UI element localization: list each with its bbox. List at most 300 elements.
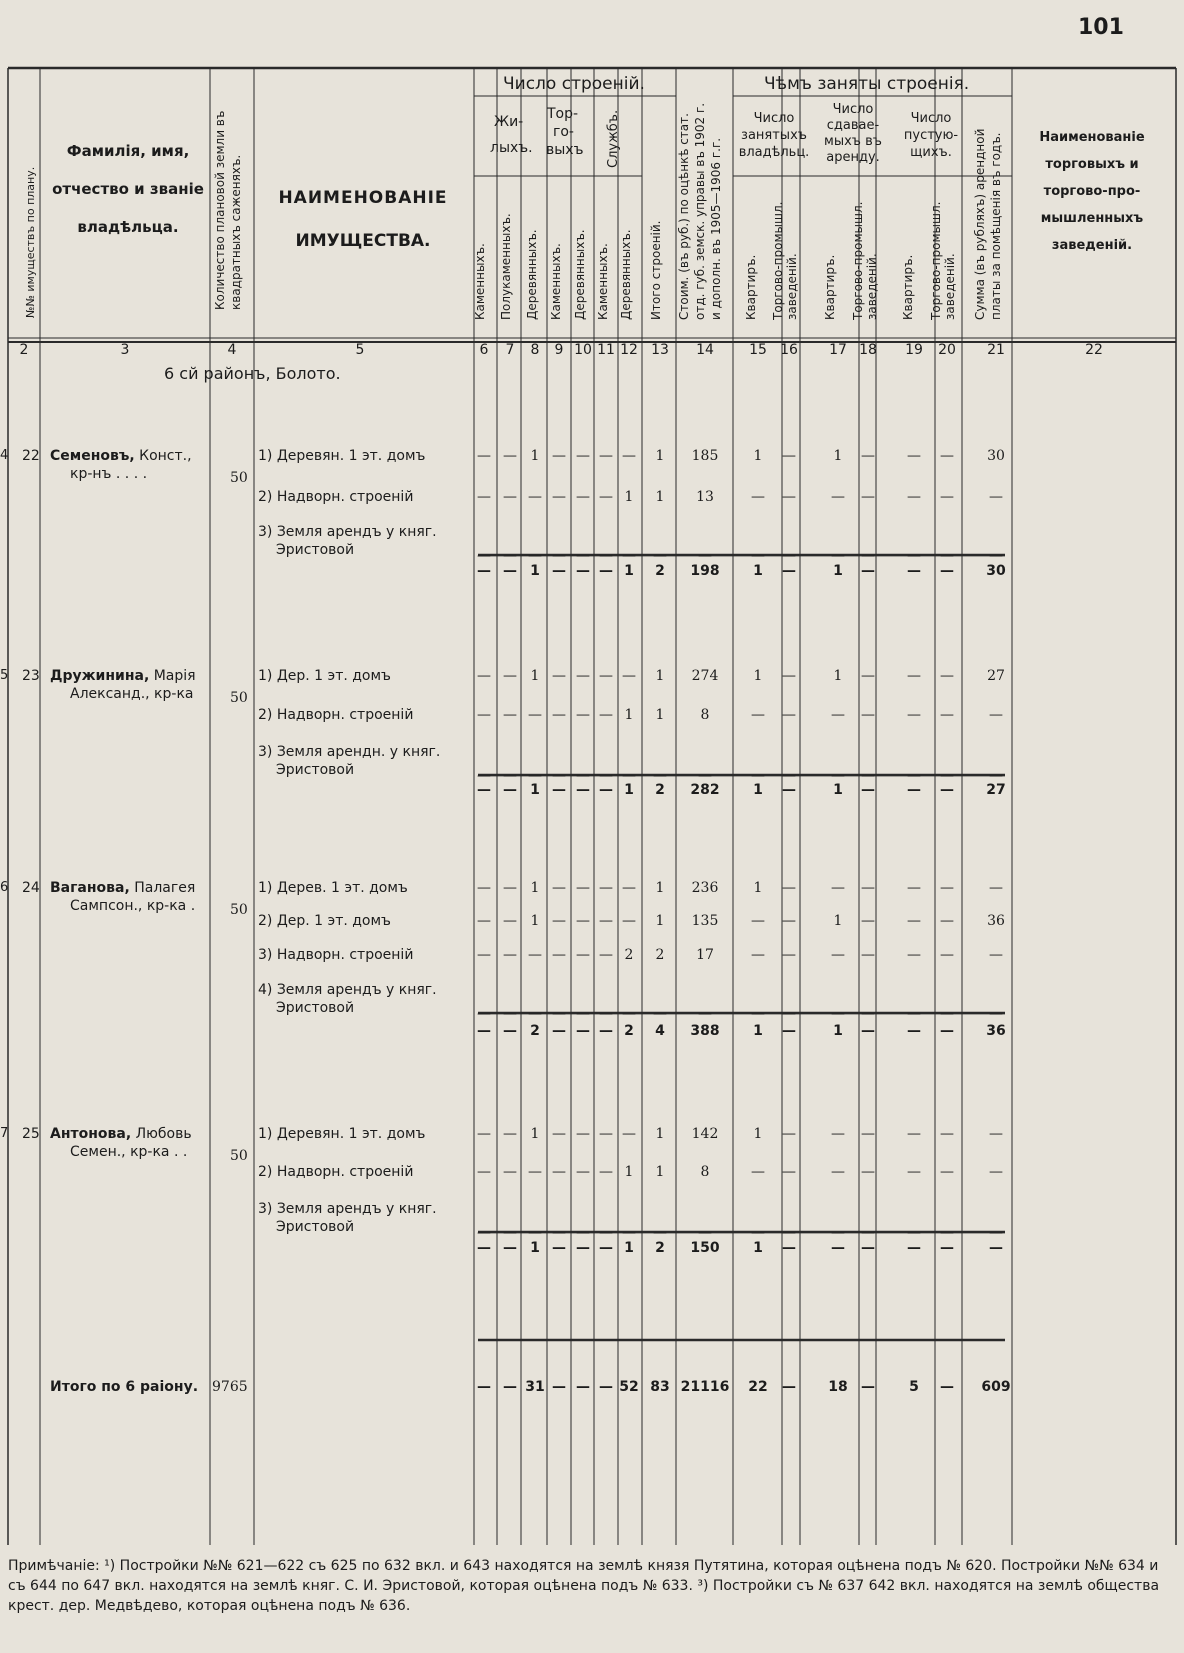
cell-value: 1 [753, 880, 763, 896]
owner-rank: Семен., кр-ка . . [70, 1144, 188, 1160]
owner-surname: Антонова, [50, 1126, 132, 1142]
header-kamen: Каменныхъ. [473, 243, 487, 320]
cell-value: — [782, 448, 796, 464]
header-kvartir: Квартиръ. [901, 254, 915, 320]
owner-given: Палагея [129, 880, 196, 896]
cell-value: — [782, 489, 796, 505]
owner-surname: Ваганова, [50, 880, 130, 896]
cell-value: 274 [691, 668, 719, 684]
cell-value: — [989, 489, 1003, 505]
cell-value: — [989, 947, 1003, 963]
header-trade: Тор- [547, 106, 579, 122]
cell-value: — [477, 880, 491, 896]
cell-value: — [940, 880, 954, 896]
column-number: 5 [355, 342, 365, 358]
cell-value: — [861, 707, 875, 723]
total-value: 1 [753, 1023, 763, 1039]
land-area: 50 [230, 902, 248, 918]
cell-value: — [599, 913, 613, 929]
cell-value: — [907, 548, 921, 564]
cell-value: — [907, 768, 921, 784]
cell-value: — [576, 1006, 590, 1022]
owner-name [50, 668, 196, 684]
header-occupied-group: Чѣмъ заняты строенія. [764, 74, 970, 94]
cell-value: — [782, 707, 796, 723]
cell-value: — [622, 1126, 636, 1142]
cell-value: 13 [696, 489, 714, 505]
cell-value: — [503, 913, 517, 929]
cell-value: — [907, 947, 921, 963]
header-torg: заведеній. [943, 253, 957, 320]
property-item-cont: Эристовой [276, 762, 355, 778]
cell-value: — [477, 548, 491, 564]
total-value: 388 [690, 1023, 720, 1039]
property-item: 2) Дер. 1 эт. домъ [258, 913, 391, 929]
cell-value: — [861, 1225, 875, 1241]
cell-value: — [576, 880, 590, 896]
cell-value: 1 [530, 913, 540, 929]
total-value: 1 [833, 1023, 843, 1039]
cell-value: — [552, 880, 566, 896]
header-derev: Деревянныхъ. [619, 229, 633, 320]
plan-number: 24 [22, 880, 40, 896]
cell-value: 1 [624, 489, 634, 505]
header-owner-line: владѣльца. [77, 218, 179, 236]
total-value: 1 [530, 782, 540, 798]
owner-surname: Семеновъ, [50, 448, 135, 464]
header-valuation: и дополн. въ 1905—1906 г.г. [709, 137, 723, 320]
cell-value: — [861, 947, 875, 963]
total-value: — [503, 1240, 517, 1256]
cell-value: — [751, 768, 765, 784]
column-number: 9 [554, 342, 564, 358]
total-value: — [552, 1240, 566, 1256]
cell-value: 236 [691, 880, 719, 896]
header-trade-line: заведеній. [1051, 238, 1133, 253]
cell-value: 1 [655, 1164, 665, 1180]
header-owner-line: Фамилія, имя, [66, 142, 190, 160]
cell-value: 1 [833, 448, 843, 464]
total-value: — [782, 782, 796, 798]
header-valuation: отд. губ. земск. управы въ 1902 г. [693, 102, 707, 320]
total-value: 2 [655, 782, 665, 798]
cell-value: — [503, 668, 517, 684]
cell-value: — [861, 880, 875, 896]
cell-value: — [552, 489, 566, 505]
total-value: 1 [753, 782, 763, 798]
header-living: лыхъ. [490, 140, 533, 156]
cell-value: — [782, 1164, 796, 1180]
column-number: 12 [620, 342, 638, 358]
column-number: 7 [505, 342, 515, 358]
cell-value: — [861, 668, 875, 684]
cell-value: — [477, 448, 491, 464]
cell-value: — [552, 448, 566, 464]
cell-value: — [861, 548, 875, 564]
header-torg: заведеній. [865, 253, 879, 320]
header-living: Жи- [494, 114, 524, 130]
cell-value: 8 [700, 1164, 710, 1180]
grand-total-value: 31 [525, 1379, 545, 1395]
grand-total-value: 609 [981, 1379, 1011, 1395]
cell-value: — [552, 1164, 566, 1180]
cell-value: — [907, 913, 921, 929]
cell-value: — [503, 768, 517, 784]
cell-value: — [599, 880, 613, 896]
cell-value: — [576, 489, 590, 505]
cell-value: — [751, 1164, 765, 1180]
total-value: 2 [624, 1023, 634, 1039]
total-value: — [503, 782, 517, 798]
cell-value: — [782, 768, 796, 784]
grand-total-value: — [576, 1379, 590, 1395]
total-value: 30 [986, 563, 1006, 579]
cell-value: — [940, 1164, 954, 1180]
land-area: 50 [230, 470, 248, 486]
total-value: 1 [624, 782, 634, 798]
cell-value: — [503, 880, 517, 896]
cell-value: 1 [530, 668, 540, 684]
cell-value: — [477, 707, 491, 723]
column-number: 16 [780, 342, 798, 358]
cell-value: — [599, 548, 613, 564]
header-kvartir: Квартиръ. [823, 254, 837, 320]
cell-value: — [576, 768, 590, 784]
grand-total-value: 52 [619, 1379, 639, 1395]
cell-value: — [552, 1225, 566, 1241]
cell-value: — [940, 668, 954, 684]
plan-number: 25 [22, 1126, 40, 1142]
cell-value: — [552, 768, 566, 784]
cell-value: — [831, 768, 845, 784]
cell-value: — [940, 913, 954, 929]
cell-value: 185 [691, 448, 719, 464]
total-value: — [477, 563, 491, 579]
owner-given: Марія [149, 668, 196, 684]
header-sub-line: Число [753, 111, 795, 126]
cell-value: — [528, 548, 542, 564]
total-value: — [599, 563, 613, 579]
cell-value: — [831, 1225, 845, 1241]
cell-value: 8 [700, 707, 710, 723]
total-value: 1 [624, 1240, 634, 1256]
cell-value: — [503, 548, 517, 564]
grand-total-value: — [503, 1379, 517, 1395]
header-sub-line: щихъ. [910, 145, 952, 160]
cell-value: 142 [691, 1126, 719, 1142]
total-value: — [552, 1023, 566, 1039]
column-number: 22 [1085, 342, 1103, 358]
property-item: 1) Дерев. 1 эт. домъ [258, 880, 408, 896]
cell-value: — [831, 947, 845, 963]
cell-value: — [599, 1006, 613, 1022]
cell-value: — [528, 947, 542, 963]
total-value: 4 [655, 1023, 665, 1039]
total-value: — [861, 1240, 875, 1256]
margin-number: 6 [0, 880, 9, 895]
cell-value: — [751, 489, 765, 505]
header-area: квадратныхъ саженяхъ. [229, 154, 243, 310]
property-item: 3) Земля арендъ у княг. [258, 524, 437, 540]
cell-value: — [907, 448, 921, 464]
cell-value: — [576, 913, 590, 929]
total-value: — [940, 563, 954, 579]
column-number: 6 [479, 342, 489, 358]
cell-value: — [989, 1126, 1003, 1142]
property-item: 4) Земля арендъ у княг. [258, 982, 437, 998]
header-trade-line: Наименованіе [1039, 130, 1145, 145]
cell-value: 17 [696, 947, 714, 963]
column-number: 4 [227, 342, 237, 358]
cell-value: — [599, 448, 613, 464]
total-value: — [503, 1023, 517, 1039]
total-value: — [782, 563, 796, 579]
cell-value: — [653, 768, 667, 784]
grand-total-value: — [861, 1379, 875, 1395]
grand-total-value: 21116 [680, 1379, 730, 1395]
cell-value: — [528, 1006, 542, 1022]
property-item: 3) Земля арендн. у княг. [258, 744, 441, 760]
cell-value: — [831, 880, 845, 896]
cell-value: — [907, 880, 921, 896]
column-number: 15 [749, 342, 767, 358]
grand-total-label: Итого по 6 раіону. [50, 1379, 199, 1395]
header-torg: Торгово-промышл. [929, 201, 943, 320]
header-service: Службъ. [606, 109, 621, 168]
header-derev: Деревянныхъ. [573, 229, 587, 320]
property-item-cont: Эристовой [276, 1000, 355, 1016]
cell-value: — [940, 1225, 954, 1241]
cell-value: — [653, 1006, 667, 1022]
total-value: — [599, 1240, 613, 1256]
total-value: — [552, 563, 566, 579]
cell-value: — [940, 1126, 954, 1142]
cell-value: — [599, 768, 613, 784]
total-value: 1 [753, 1240, 763, 1256]
header-sub-line: аренду. [826, 150, 880, 165]
cell-value: — [940, 947, 954, 963]
cell-value: — [782, 1225, 796, 1241]
total-value: — [576, 563, 590, 579]
header-torg: Торгово-промышл. [771, 201, 785, 320]
cell-value: 1 [655, 707, 665, 723]
cell-value: — [503, 1126, 517, 1142]
cell-value: — [907, 1225, 921, 1241]
cell-value: 1 [624, 1164, 634, 1180]
header-valuation: Стоим. (въ руб.) по оцѣнкѣ стат. [677, 113, 691, 320]
total-value: — [907, 1023, 921, 1039]
cell-value: — [989, 548, 1003, 564]
total-value: — [861, 782, 875, 798]
header-rented [814, 102, 892, 166]
header-property-line: ИМУЩЕСТВА. [295, 231, 431, 251]
total-value: 1 [530, 563, 540, 579]
total-value: — [552, 782, 566, 798]
total-value: — [907, 1240, 921, 1256]
total-value: — [940, 782, 954, 798]
total-value: 1 [833, 563, 843, 579]
cell-value: 1 [753, 1126, 763, 1142]
cell-value: — [477, 1225, 491, 1241]
total-value: — [599, 782, 613, 798]
cell-value: 1 [624, 707, 634, 723]
header-sub-line: владѣльц. [738, 145, 810, 160]
cell-value: — [503, 707, 517, 723]
district-title: 6 сй районъ, Болото. [164, 364, 341, 383]
column-number: 17 [829, 342, 847, 358]
cell-value: — [552, 668, 566, 684]
total-value: 198 [690, 563, 720, 579]
footnote: Примѣчаніе: ¹) Постройки №№ 621—622 съ 625 по 632 вкл. и 643 находятся на землѣ князя Путятина, которая оцѣнена подъ № 620. Постройки №№ 634 и съ 644 по 647 вкл. находятся на землѣ княг. С. И. Эристовой, которая оцѣнена подъ № 633. ³) Постройки съ № 637 642 вкл. находятся на землѣ общества крест. дер. Медвѣдево, которая оцѣнена подъ № 636. [8, 1558, 1160, 1614]
header-sub-line: Число [832, 102, 874, 117]
cell-value: — [907, 668, 921, 684]
total-value: 36 [986, 1023, 1006, 1039]
cell-value: 1 [655, 448, 665, 464]
total-value: 27 [986, 782, 1006, 798]
cell-value: — [576, 707, 590, 723]
cell-value: — [599, 1126, 613, 1142]
cell-value: 1 [655, 489, 665, 505]
land-area: 50 [230, 1148, 248, 1164]
cell-value: — [940, 1006, 954, 1022]
total-value: 150 [690, 1240, 720, 1256]
page-number: 101 [1078, 15, 1124, 40]
cell-value: 1 [655, 880, 665, 896]
cell-value: — [861, 1164, 875, 1180]
cell-value: — [861, 913, 875, 929]
cell-value: — [528, 1225, 542, 1241]
cell-value: 2 [624, 947, 634, 963]
cell-value: — [576, 947, 590, 963]
owner-name [50, 448, 192, 464]
cell-value: — [831, 489, 845, 505]
total-value: — [599, 1023, 613, 1039]
column-number: 19 [905, 342, 923, 358]
owner-name [50, 880, 195, 896]
grand-total-value: — [599, 1379, 613, 1395]
cell-value: — [503, 1006, 517, 1022]
header-kvartir: Квартиръ. [744, 254, 758, 320]
cell-value: — [940, 768, 954, 784]
cell-value: — [622, 668, 636, 684]
grand-total-value: 22 [748, 1379, 768, 1395]
property-item: 2) Надворн. строеній [258, 489, 414, 505]
cell-value: — [552, 913, 566, 929]
header-torg: Торгово-промышл. [851, 201, 865, 320]
cell-value: — [528, 489, 542, 505]
header-trade-line: торгово-про- [1043, 184, 1141, 199]
cell-value: 1 [753, 668, 763, 684]
cell-value: — [751, 1225, 765, 1241]
header-property [258, 170, 468, 256]
header-sub-line: сдавае- [826, 118, 880, 133]
cell-value: — [861, 1126, 875, 1142]
cell-value: 1 [530, 448, 540, 464]
column-number: 18 [859, 342, 877, 358]
total-value: — [907, 782, 921, 798]
cell-value: — [907, 707, 921, 723]
cell-value: — [503, 489, 517, 505]
property-item: 2) Надворн. строеній [258, 707, 414, 723]
header-owner [46, 132, 210, 246]
grand-total-value: 5 [909, 1379, 919, 1395]
column-number: 11 [597, 342, 615, 358]
property-item-cont: Эристовой [276, 1219, 355, 1235]
cell-value: 30 [987, 448, 1005, 464]
cell-value: — [622, 913, 636, 929]
cell-value: — [907, 1164, 921, 1180]
total-value: 1 [624, 563, 634, 579]
cell-value: — [622, 880, 636, 896]
cell-value: 1 [753, 448, 763, 464]
cell-value: 135 [691, 913, 719, 929]
total-value: — [782, 1023, 796, 1039]
column-number: 8 [530, 342, 540, 358]
cell-value: — [477, 668, 491, 684]
header-torg: заведеній. [785, 253, 799, 320]
cell-value: — [861, 768, 875, 784]
total-value: 1 [833, 782, 843, 798]
total-value: — [831, 1240, 845, 1256]
cell-value: 1 [655, 913, 665, 929]
cell-value: — [831, 707, 845, 723]
header-trade: выхъ [546, 142, 584, 158]
owner-rank: Сампсон., кр-ка . [70, 898, 196, 914]
property-item: 1) Деревян. 1 эт. домъ [258, 1126, 426, 1142]
cell-value: — [503, 947, 517, 963]
total-value: 2 [530, 1023, 540, 1039]
cell-value: — [576, 1225, 590, 1241]
owner-name [50, 1126, 192, 1142]
cell-value: — [989, 707, 1003, 723]
header-rent-sum: платы за помѣщенія въ годъ. [989, 132, 1003, 320]
header-trade-line: торговыхъ и [1045, 157, 1139, 172]
margin-number: 4 [0, 448, 9, 463]
cell-value: — [831, 548, 845, 564]
cell-value: — [782, 913, 796, 929]
cell-value: — [576, 1126, 590, 1142]
cell-value: — [907, 1006, 921, 1022]
cell-value: — [751, 548, 765, 564]
total-value: — [576, 1023, 590, 1039]
cell-value: — [552, 548, 566, 564]
header-trade: го- [553, 124, 574, 140]
property-item-cont: Эристовой [276, 542, 355, 558]
header-kamen: Каменныхъ. [549, 243, 563, 320]
cell-value: — [698, 1006, 712, 1022]
owner-given: Любовь [131, 1126, 192, 1142]
owner-surname: Дружинина, [50, 668, 150, 684]
owner-given: Конст., [134, 448, 192, 464]
cell-value: — [599, 707, 613, 723]
cell-value: — [861, 1006, 875, 1022]
total-value: — [503, 563, 517, 579]
cell-value: — [989, 768, 1003, 784]
total-value: 2 [655, 563, 665, 579]
cell-value: — [477, 768, 491, 784]
grand-total-value: 18 [828, 1379, 848, 1395]
header-derev: Деревянныхъ. [525, 229, 539, 320]
cell-value: — [698, 768, 712, 784]
header-trade-line: мышленныхъ [1040, 211, 1144, 226]
cell-value: — [552, 947, 566, 963]
header-empty [892, 110, 970, 161]
cell-value: — [599, 1164, 613, 1180]
header-sub-line: пустую- [903, 128, 959, 143]
cell-value: — [751, 707, 765, 723]
total-value: 1 [530, 1240, 540, 1256]
cell-value: — [653, 548, 667, 564]
